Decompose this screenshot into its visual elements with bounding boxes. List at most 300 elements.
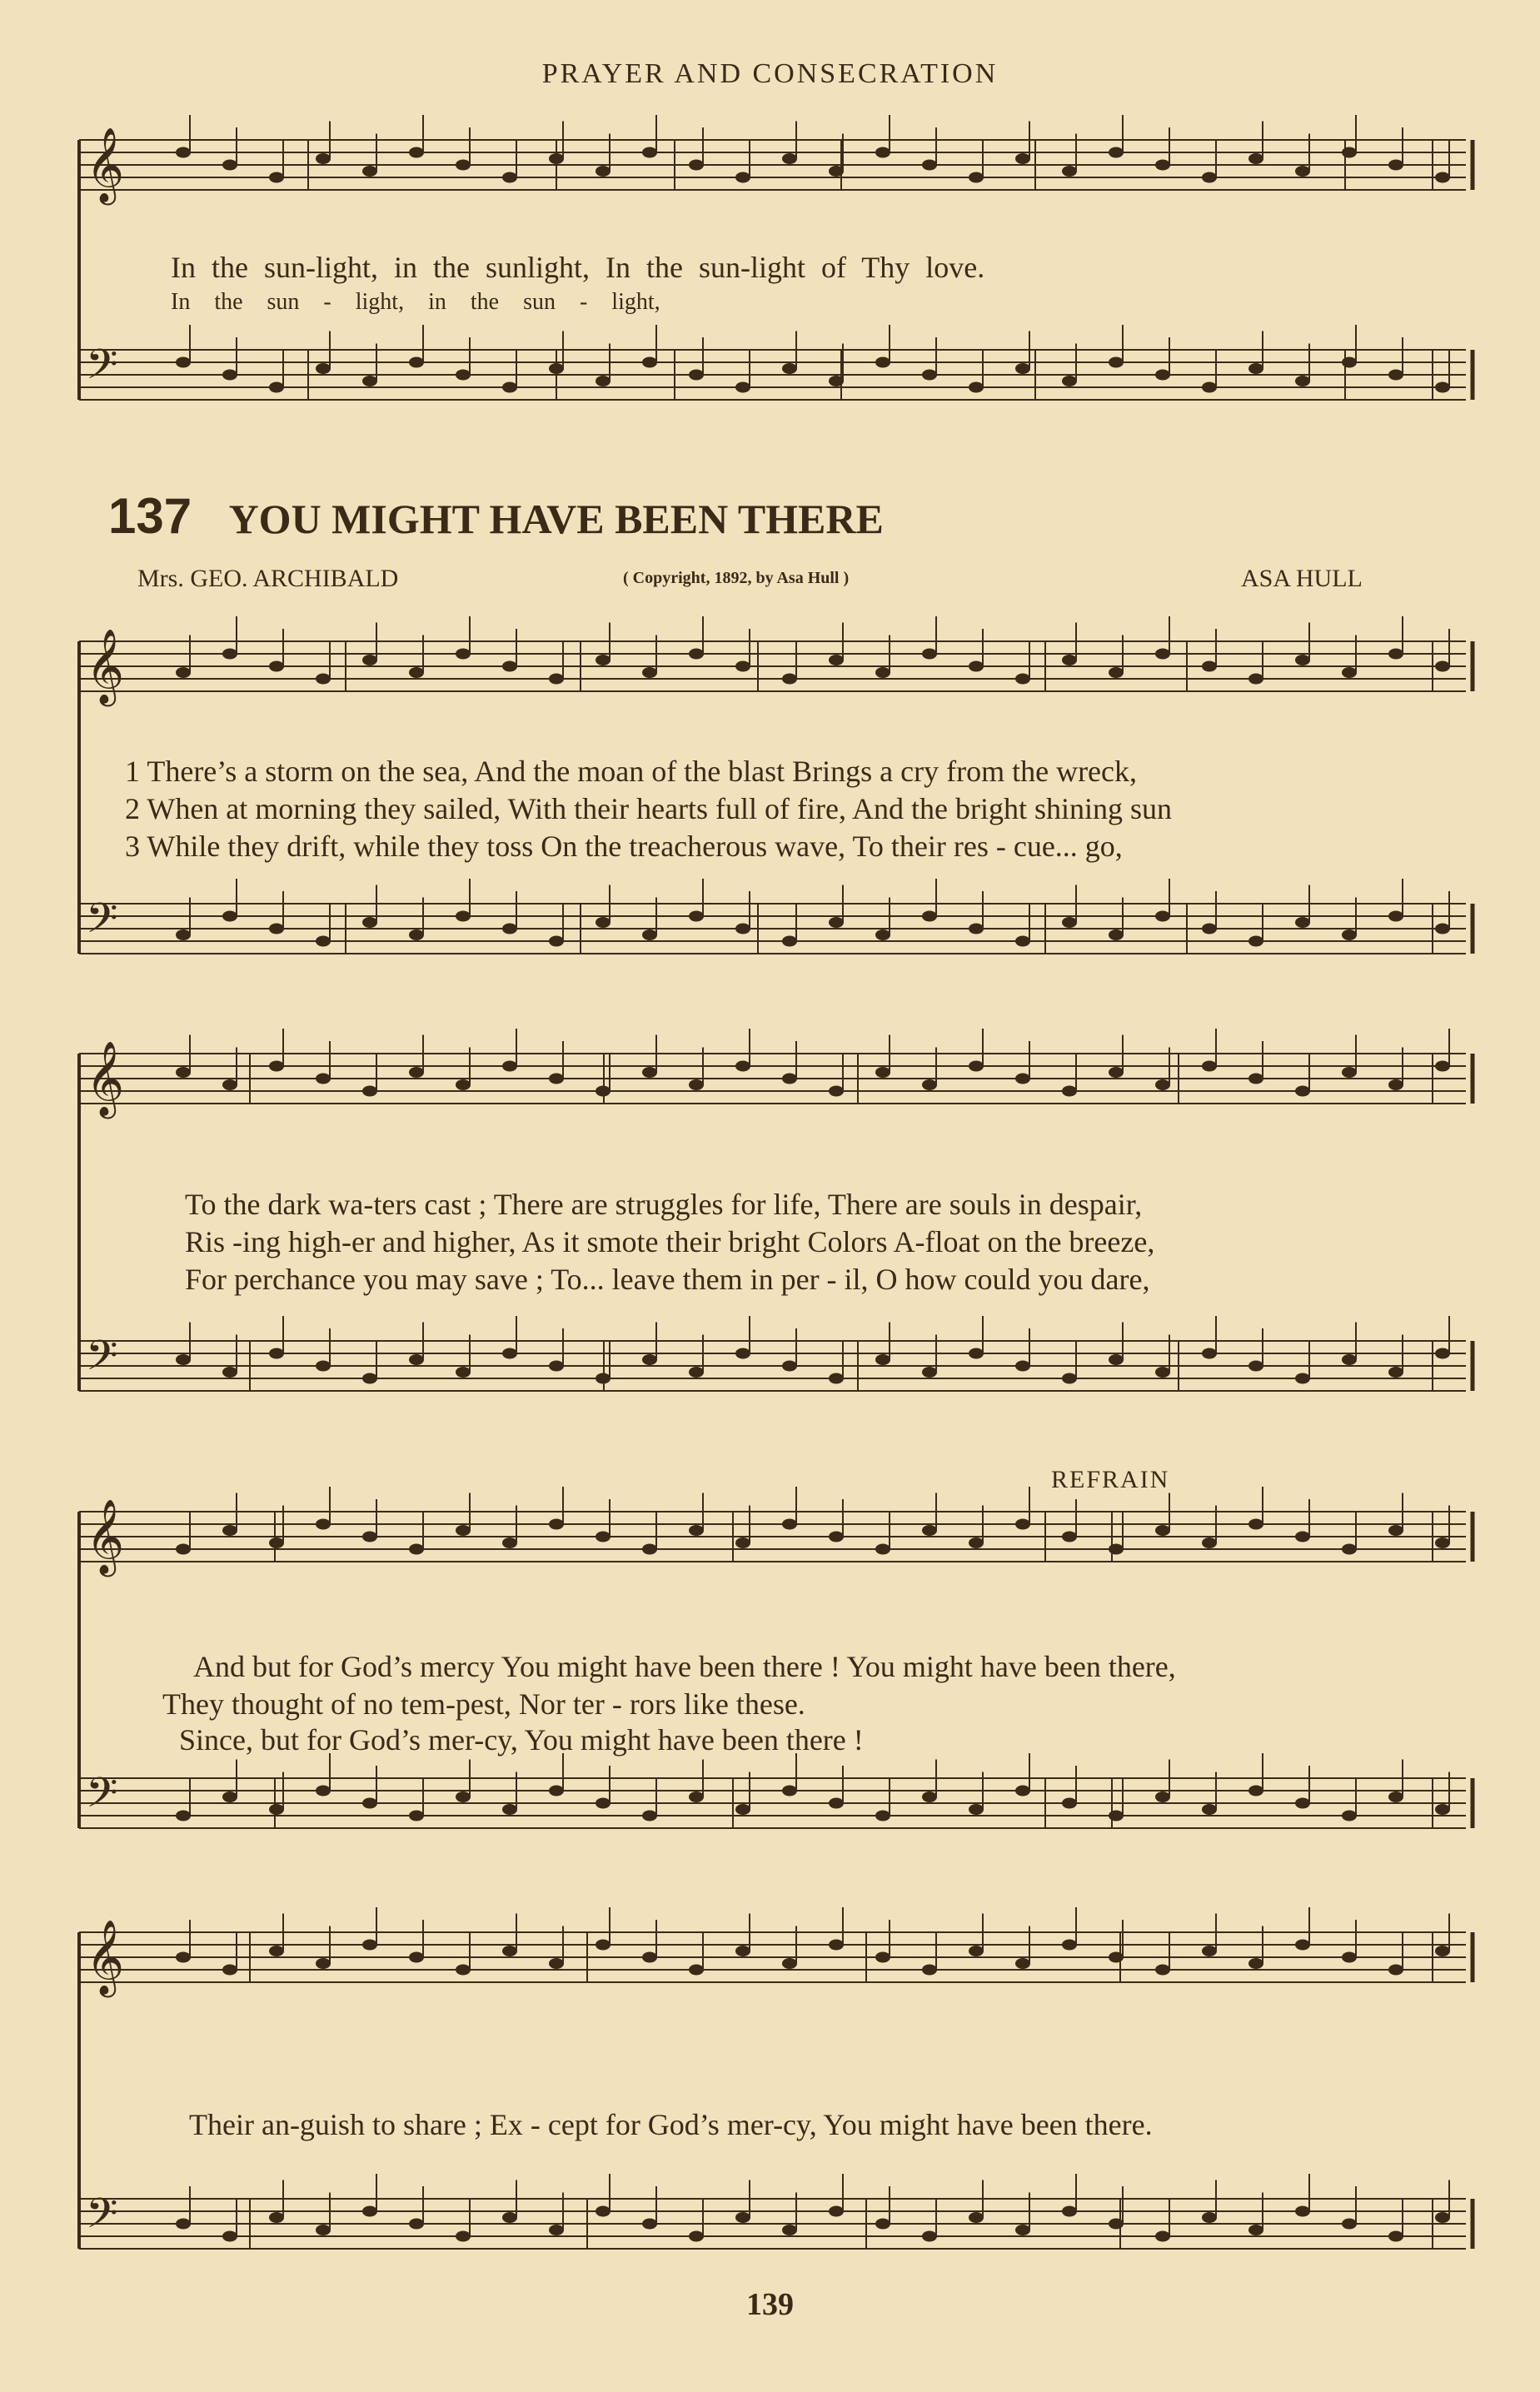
- note-head: [1248, 1074, 1263, 1084]
- note-head: [1155, 1965, 1170, 1976]
- note-head: [875, 1544, 890, 1555]
- note-head: [1015, 1958, 1030, 1969]
- note-head: [1388, 1525, 1403, 1536]
- note-head: [782, 1519, 797, 1530]
- note-head: [549, 2225, 564, 2235]
- note-head: [502, 382, 517, 393]
- system1-verse1: 1 There’s a storm on the sea, And the moan of the blast Brings a cry from the wreck,: [125, 755, 1138, 788]
- note-head: [1015, 1786, 1030, 1796]
- note-head: [875, 1811, 890, 1821]
- note-head: [596, 917, 611, 928]
- note-head: [735, 382, 750, 393]
- note-head: [269, 382, 284, 393]
- note-head: [502, 1348, 517, 1359]
- note-head: [829, 1086, 844, 1097]
- note-head: [1388, 2231, 1403, 2242]
- note-head: [1295, 2206, 1310, 2217]
- running-head: PRAYER AND CONSECRATION: [541, 58, 999, 89]
- note-head: [1155, 649, 1170, 660]
- note-head: [969, 172, 984, 183]
- note-head: [456, 1792, 471, 1802]
- note-head: [456, 1965, 471, 1976]
- note-head: [875, 147, 890, 158]
- note-head: [409, 1952, 424, 1963]
- note-head: [1342, 1354, 1357, 1365]
- note-head: [642, 1811, 657, 1821]
- note-head: [1248, 363, 1263, 374]
- bass-clef-icon: 𝄢: [86, 1769, 118, 1827]
- note-head: [456, 160, 471, 171]
- note-head: [1062, 376, 1077, 386]
- note-head: [269, 1804, 284, 1815]
- note-head: [1155, 160, 1170, 171]
- note-head: [362, 376, 377, 386]
- note-head: [829, 2206, 844, 2217]
- system1-verse2: 2 When at morning they sailed, With their hearts full of fire, And the bright shining sun: [125, 792, 1172, 825]
- note-head: [409, 929, 424, 940]
- note-head: [502, 1061, 517, 1072]
- note-head: [782, 1361, 797, 1372]
- note-head: [549, 674, 564, 685]
- note-head: [1202, 1804, 1217, 1815]
- note-head: [1342, 667, 1357, 678]
- note-head: [642, 1952, 657, 1963]
- previous-hymn-lyric-upper: In the sun-light, in the sunlight, In the sun-light of Thy love.: [171, 251, 985, 284]
- note-head: [1155, 1079, 1170, 1090]
- note-head: [409, 1811, 424, 1821]
- note-head: [362, 2206, 377, 2217]
- note-head: [782, 363, 797, 374]
- note-head: [409, 2219, 424, 2230]
- note-head: [735, 1946, 750, 1956]
- note-head: [1109, 2219, 1124, 2230]
- system4-verse1: Their an-guish to share ; Ex - cept for God’s mer-cy, You might have been there.: [189, 2108, 1153, 2141]
- previous-hymn-lyric-lower: In the sun - light, in the sun - light,: [171, 289, 660, 315]
- treble-clef-icon: 𝄞: [86, 629, 125, 704]
- note-head: [1342, 1544, 1357, 1555]
- note-head: [596, 2206, 611, 2217]
- note-head: [1202, 1537, 1217, 1548]
- system2-verse2: Ris -ing high-er and higher, As it smote their bright Colors A-float on the breeze,: [185, 1225, 1155, 1258]
- note-head: [1109, 929, 1124, 940]
- note-head: [1015, 936, 1030, 947]
- note-head: [829, 655, 844, 665]
- note-head: [642, 147, 657, 158]
- note-head: [969, 1537, 984, 1548]
- note-head: [969, 1804, 984, 1815]
- note-head: [689, 649, 704, 660]
- note-head: [922, 911, 937, 922]
- note-head: [596, 1086, 611, 1097]
- note-head: [409, 1354, 424, 1365]
- note-head: [1388, 370, 1403, 381]
- note-head: [689, 1367, 704, 1378]
- note-head: [735, 2212, 750, 2223]
- note-head: [362, 655, 377, 665]
- treble-clef-icon: 𝄞: [86, 1499, 125, 1574]
- note-head: [1155, 911, 1170, 922]
- note-head: [269, 1946, 284, 1956]
- note-head: [922, 1792, 937, 1802]
- note-head: [689, 2231, 704, 2242]
- note-head: [922, 1367, 937, 1378]
- note-head: [1435, 1348, 1450, 1359]
- note-head: [316, 936, 331, 947]
- note-head: [689, 160, 704, 171]
- note-head: [222, 649, 237, 660]
- note-head: [1388, 911, 1403, 922]
- note-head: [1295, 1798, 1310, 1809]
- note-head: [316, 1786, 331, 1796]
- note-head: [456, 2231, 471, 2242]
- bass-clef-icon: 𝄢: [86, 2190, 118, 2248]
- note-head: [1295, 376, 1310, 386]
- note-head: [362, 1798, 377, 1809]
- note-head: [969, 382, 984, 393]
- note-head: [176, 1354, 191, 1365]
- note-head: [1109, 357, 1124, 368]
- note-head: [1388, 1792, 1403, 1802]
- note-head: [1295, 1373, 1310, 1384]
- note-head: [176, 147, 191, 158]
- note-head: [316, 2225, 331, 2235]
- note-head: [1015, 1074, 1030, 1084]
- note-head: [1388, 1079, 1403, 1090]
- note-head: [176, 2219, 191, 2230]
- note-head: [316, 1074, 331, 1084]
- note-head: [1435, 172, 1450, 183]
- note-head: [269, 2212, 284, 2223]
- note-head: [875, 1067, 890, 1078]
- note-head: [689, 1079, 704, 1090]
- note-head: [362, 1532, 377, 1542]
- system3-verse1: And but for God’s mercy You might have been there ! You might have been there,: [193, 1650, 1176, 1683]
- system2-verse3: For perchance you may save ; To... leave them in per - il, O how could you dare,: [185, 1263, 1150, 1296]
- note-head: [362, 1373, 377, 1384]
- note-head: [829, 1798, 844, 1809]
- note-head: [1342, 929, 1357, 940]
- note-head: [1109, 1354, 1124, 1365]
- note-head: [1062, 1532, 1077, 1542]
- note-head: [362, 166, 377, 177]
- note-head: [1248, 1786, 1263, 1796]
- note-head: [456, 649, 471, 660]
- note-head: [409, 667, 424, 678]
- note-head: [1342, 1952, 1357, 1963]
- note-head: [502, 661, 517, 672]
- note-head: [875, 1952, 890, 1963]
- note-head: [1015, 1519, 1030, 1530]
- note-head: [1202, 382, 1217, 393]
- note-head: [735, 1804, 750, 1815]
- note-head: [1342, 357, 1357, 368]
- note-head: [1248, 1958, 1263, 1969]
- note-head: [1155, 370, 1170, 381]
- note-head: [1435, 1804, 1450, 1815]
- note-head: [829, 1940, 844, 1951]
- note-head: [409, 147, 424, 158]
- note-head: [456, 1079, 471, 1090]
- note-head: [1062, 917, 1077, 928]
- note-head: [1109, 667, 1124, 678]
- note-head: [1388, 649, 1403, 660]
- note-head: [1015, 153, 1030, 164]
- note-head: [222, 1525, 237, 1536]
- note-head: [316, 1361, 331, 1372]
- bass-clef-icon: 𝄢: [86, 1332, 118, 1390]
- note-head: [596, 1798, 611, 1809]
- note-head: [969, 1348, 984, 1359]
- note-head: [176, 929, 191, 940]
- hymn-number: 137: [108, 488, 192, 544]
- note-head: [549, 153, 564, 164]
- note-head: [1248, 1361, 1263, 1372]
- note-head: [549, 1361, 564, 1372]
- note-head: [969, 1946, 984, 1956]
- note-head: [502, 924, 517, 934]
- bass-clef-icon: 𝄢: [86, 341, 118, 399]
- note-head: [1015, 1361, 1030, 1372]
- note-head: [969, 924, 984, 934]
- note-head: [689, 1965, 704, 1976]
- note-head: [1155, 1792, 1170, 1802]
- note-head: [549, 1074, 564, 1084]
- note-head: [1248, 153, 1263, 164]
- note-head: [596, 1940, 611, 1951]
- note-head: [922, 370, 937, 381]
- note-head: [642, 929, 657, 940]
- note-head: [642, 1354, 657, 1365]
- note-head: [782, 1958, 797, 1969]
- note-head: [1202, 1946, 1217, 1956]
- note-head: [1062, 2206, 1077, 2217]
- note-head: [176, 1544, 191, 1555]
- note-head: [549, 936, 564, 947]
- note-head: [1202, 1348, 1217, 1359]
- note-head: [1435, 1061, 1450, 1072]
- note-head: [922, 1525, 937, 1536]
- note-head: [922, 1965, 937, 1976]
- note-head: [829, 1532, 844, 1542]
- note-head: [689, 370, 704, 381]
- note-head: [829, 917, 844, 928]
- bass-clef-icon: 𝄢: [86, 895, 118, 953]
- note-head: [222, 1367, 237, 1378]
- system1-verse3: 3 While they drift, while they toss On the treacherous wave, To their res - cue... go,: [125, 830, 1123, 863]
- note-head: [596, 166, 611, 177]
- note-head: [1388, 160, 1403, 171]
- note-head: [829, 1373, 844, 1384]
- note-head: [969, 2212, 984, 2223]
- note-head: [1248, 936, 1263, 947]
- note-head: [642, 1544, 657, 1555]
- note-head: [222, 2231, 237, 2242]
- note-head: [735, 1061, 750, 1072]
- note-head: [782, 1074, 797, 1084]
- note-head: [782, 674, 797, 685]
- note-head: [1062, 1086, 1077, 1097]
- note-head: [782, 2225, 797, 2235]
- system3-verse2: They thought of no tem-pest, Nor ter - rors like these.: [162, 1687, 805, 1721]
- note-head: [409, 1544, 424, 1555]
- hymn-composer: ASA HULL: [1241, 565, 1363, 592]
- note-head: [502, 172, 517, 183]
- note-head: [1015, 2225, 1030, 2235]
- hymn-author: Mrs. GEO. ARCHIBALD: [137, 565, 399, 592]
- hymn-heading: [108, 487, 884, 545]
- note-head: [642, 2219, 657, 2230]
- note-head: [222, 911, 237, 922]
- note-head: [1435, 2212, 1450, 2223]
- note-head: [1109, 1544, 1124, 1555]
- note-head: [922, 649, 937, 660]
- note-head: [1109, 1952, 1124, 1963]
- note-head: [642, 667, 657, 678]
- note-head: [549, 1958, 564, 1969]
- note-head: [1062, 655, 1077, 665]
- note-head: [1388, 1965, 1403, 1976]
- note-head: [689, 911, 704, 922]
- note-head: [735, 924, 750, 934]
- note-head: [1342, 1811, 1357, 1821]
- note-head: [316, 153, 331, 164]
- note-head: [1435, 1537, 1450, 1548]
- note-head: [735, 172, 750, 183]
- note-head: [269, 1348, 284, 1359]
- note-head: [409, 1067, 424, 1078]
- note-head: [316, 674, 331, 685]
- note-head: [1202, 2212, 1217, 2223]
- note-head: [222, 370, 237, 381]
- note-head: [456, 370, 471, 381]
- note-head: [875, 929, 890, 940]
- note-head: [782, 1786, 797, 1796]
- note-head: [1435, 1946, 1450, 1956]
- note-head: [1295, 655, 1310, 665]
- note-head: [1109, 1811, 1124, 1821]
- note-head: [316, 1958, 331, 1969]
- note-head: [735, 1537, 750, 1548]
- note-head: [222, 160, 237, 171]
- note-head: [269, 1061, 284, 1072]
- page-number: 139: [746, 2287, 794, 2322]
- note-head: [1248, 674, 1263, 685]
- note-head: [875, 667, 890, 678]
- system2-verse1: To the dark wa-ters cast ; There are struggles for life, There are souls in despair,: [185, 1188, 1143, 1221]
- system3-verse3: Since, but for God’s mer-cy, You might have been there !: [179, 1723, 864, 1757]
- note-head: [1155, 2231, 1170, 2242]
- note-head: [176, 667, 191, 678]
- note-head: [456, 911, 471, 922]
- note-head: [1062, 1940, 1077, 1951]
- note-head: [502, 2212, 517, 2223]
- note-head: [549, 363, 564, 374]
- note-head: [1202, 924, 1217, 934]
- note-head: [922, 2231, 937, 2242]
- note-head: [735, 1348, 750, 1359]
- note-head: [735, 661, 750, 672]
- note-head: [1202, 661, 1217, 672]
- note-head: [456, 1367, 471, 1378]
- note-head: [1109, 1067, 1124, 1078]
- note-head: [1295, 166, 1310, 177]
- note-head: [1062, 166, 1077, 177]
- note-head: [362, 1940, 377, 1951]
- note-head: [1435, 924, 1450, 934]
- note-head: [1435, 382, 1450, 393]
- note-head: [689, 1792, 704, 1802]
- note-head: [222, 1792, 237, 1802]
- note-head: [222, 1965, 237, 1976]
- note-head: [1295, 1532, 1310, 1542]
- note-head: [362, 917, 377, 928]
- hymn-copyright: ( Copyright, 1892, by Asa Hull ): [623, 569, 850, 587]
- note-head: [269, 924, 284, 934]
- note-head: [222, 1079, 237, 1090]
- note-head: [969, 661, 984, 672]
- note-head: [362, 1086, 377, 1097]
- note-head: [829, 376, 844, 386]
- note-head: [782, 936, 797, 947]
- note-head: [1295, 917, 1310, 928]
- note-head: [1062, 1373, 1077, 1384]
- note-head: [1155, 1525, 1170, 1536]
- note-head: [1342, 147, 1357, 158]
- note-head: [316, 363, 331, 374]
- note-head: [549, 1519, 564, 1530]
- treble-clef-icon: 𝄞: [86, 127, 125, 202]
- note-head: [1015, 674, 1030, 685]
- note-head: [502, 1804, 517, 1815]
- note-head: [1342, 2219, 1357, 2230]
- note-head: [1295, 1940, 1310, 1951]
- note-head: [502, 1537, 517, 1548]
- note-head: [596, 1532, 611, 1542]
- note-head: [1435, 661, 1450, 672]
- note-head: [269, 172, 284, 183]
- note-head: [456, 1525, 471, 1536]
- note-head: [409, 357, 424, 368]
- note-head: [269, 661, 284, 672]
- note-head: [829, 166, 844, 177]
- note-head: [1388, 1367, 1403, 1378]
- note-head: [1202, 1061, 1217, 1072]
- note-head: [969, 1061, 984, 1072]
- note-head: [875, 357, 890, 368]
- note-head: [782, 153, 797, 164]
- note-head: [596, 376, 611, 386]
- note-head: [1295, 1086, 1310, 1097]
- note-head: [316, 1519, 331, 1530]
- refrain-label: REFRAIN: [1051, 1466, 1170, 1493]
- note-head: [269, 1537, 284, 1548]
- note-head: [642, 357, 657, 368]
- note-head: [1062, 1798, 1077, 1809]
- note-head: [549, 1786, 564, 1796]
- note-head: [502, 1946, 517, 1956]
- note-head: [1109, 147, 1124, 158]
- note-head: [1015, 363, 1030, 374]
- note-head: [176, 1811, 191, 1821]
- treble-clef-icon: 𝄞: [86, 1920, 125, 1995]
- note-head: [875, 1354, 890, 1365]
- note-head: [1342, 1067, 1357, 1078]
- note-head: [596, 1373, 611, 1384]
- hymn-title: YOU MIGHT HAVE BEEN THERE: [228, 496, 884, 542]
- note-head: [176, 357, 191, 368]
- note-head: [1248, 1519, 1263, 1530]
- note-head: [922, 160, 937, 171]
